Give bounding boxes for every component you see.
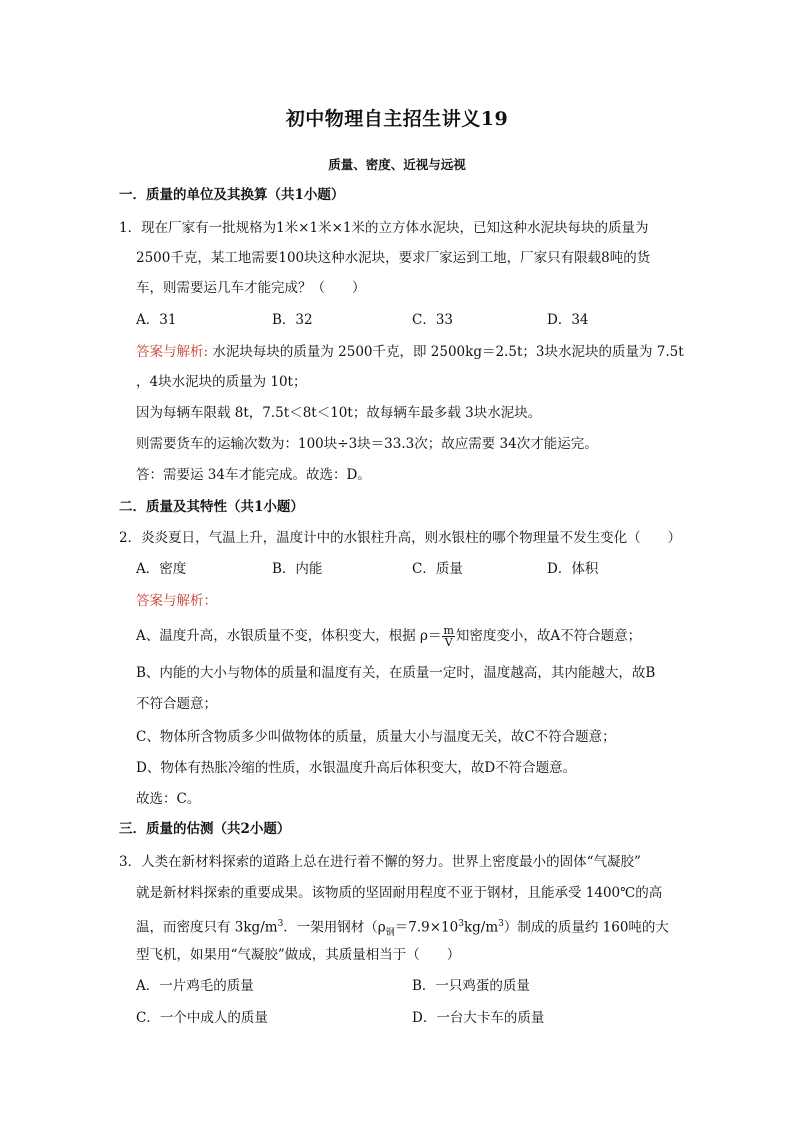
question-3-option-d[interactable]: D．一台大卡车的质量 <box>412 1010 545 1026</box>
question-1-line-3: 车，则需要运几车才能完成？（ ） <box>136 280 366 296</box>
answer-text: 水泥块每块的质量为 2500千克，即 2500kg＝2.5t；3块水泥块的质量为 7.5t <box>208 344 684 360</box>
section-heading-3: 三．质量的估测（共2小题） <box>119 821 291 837</box>
question-2-answer-line-d: D、物体有热胀冷缩的性质，水银温度升高后体积变大，故D不符合题意。 <box>136 760 577 776</box>
question-2-option-a[interactable]: A．密度 <box>136 561 187 577</box>
section-heading-1: 一．质量的单位及其换算（共1小题） <box>119 187 345 203</box>
question-2-option-c[interactable]: C．质量 <box>412 561 463 577</box>
question-2-answer-line-c: C、物体所含物质多少叫做物体的质量，质量大小与温度无关，故C不符合题意； <box>136 729 616 745</box>
question-3-option-c[interactable]: C．一个中成人的质量 <box>136 1010 268 1026</box>
question-3-option-b[interactable]: B．一只鸡蛋的质量 <box>412 978 530 994</box>
q3-sup-3: 3 <box>498 919 504 929</box>
question-1-answer-line-1 <box>136 342 684 362</box>
question-3-line-3 <box>136 914 669 943</box>
question-2-option-d[interactable]: D．体积 <box>547 561 599 577</box>
question-3-line-2: 就是新材料探索的重要成果。该物质的坚固耐用程度不亚于钢材，且能承受 1400℃的高 <box>136 885 663 901</box>
fraction-denominator: V <box>444 636 453 649</box>
question-2-stem: 2．炎炎夏日，气温上升，温度计中的水银柱升高，则水银柱的哪个物理量不发生变化（ ） <box>119 530 682 546</box>
question-2-answer-label: 答案与解析： <box>136 593 217 609</box>
fraction-numerator: m <box>443 624 454 637</box>
q3-sup-2: 3 <box>458 919 464 929</box>
question-1-line-2: 2500千克，某工地需要100块这种水泥块，要求厂家运到工地，厂家只有限载8吨的货 <box>136 250 651 266</box>
question-3-line-1: 3．人类在新材料探索的道路上总在进行着不懈的努力。世界上密度最小的固体“气凝胶” <box>119 854 641 870</box>
question-1-option-d[interactable]: D．34 <box>547 312 589 328</box>
page-subtitle: 质量、密度、近视与远视 <box>328 157 466 172</box>
q3-sub-steel: 钢 <box>385 928 395 939</box>
question-1-answer-line-2: ，4块水泥块的质量为 10t； <box>136 374 307 390</box>
question-2-answer-line-a <box>136 625 641 648</box>
question-1-answer-line-4: 则需要货车的运输次数为：100块÷3块＝33.3次；故应需要 34次才能运完。 <box>136 436 598 452</box>
question-3-line-4: 型飞机，如果用“气凝胶”做成，其质量相当于（ ） <box>136 947 461 963</box>
question-2-answer-line-choice: 故选：C。 <box>136 791 201 807</box>
answer-a-pre: A、温度升高，水银质量不变，体积变大，根据 ρ＝ <box>136 628 442 644</box>
question-1-answer-line-5: 答：需要运 34车才能完成。故选：D。 <box>136 467 371 483</box>
question-3-option-a[interactable]: A．一片鸡毛的质量 <box>136 978 254 994</box>
question-1-option-c[interactable]: C．33 <box>412 312 454 328</box>
question-1-option-a[interactable]: A．31 <box>136 312 177 328</box>
q3-sup-1: 3 <box>277 919 284 929</box>
question-2-answer-line-b2: 不符合题意； <box>136 696 217 712</box>
question-1-option-b[interactable]: B．32 <box>272 312 313 328</box>
q3-text-d: kg/m <box>463 919 499 936</box>
q3-text-e: ）制成的质量约 160吨的大 <box>503 919 669 936</box>
answer-a-post: 知密度变小，故A不符合题意； <box>455 628 642 644</box>
answer-label: 答案与解析: <box>136 344 209 360</box>
question-2-answer-line-b1: B、内能的大小与物体的质量和温度有关，在质量一定时，温度越高，其内能越大，故B <box>136 665 656 681</box>
question-2-option-b[interactable]: B．内能 <box>272 561 323 577</box>
density-fraction <box>442 625 454 648</box>
question-1-answer-line-3: 因为每辆车限载 8t，7.5t＜8t＜10t；故每辆车最多载 3块水泥块。 <box>136 405 542 421</box>
question-1-line-1: 1．现在厂家有一批规格为1米×1米×1米的立方体水泥块，已知这种水泥块每块的质量为 <box>119 220 649 236</box>
q3-text-c: ＝7.9×10 <box>394 919 459 936</box>
q3-text-b: ．一架用钢材（ρ <box>283 919 386 936</box>
section-heading-2: 二．质量及其特性（共1小题） <box>119 499 304 515</box>
page-title: 初中物理自主招生讲义19 <box>285 108 509 130</box>
q3-text-a: 温，而密度只有 3kg/m <box>136 919 278 936</box>
